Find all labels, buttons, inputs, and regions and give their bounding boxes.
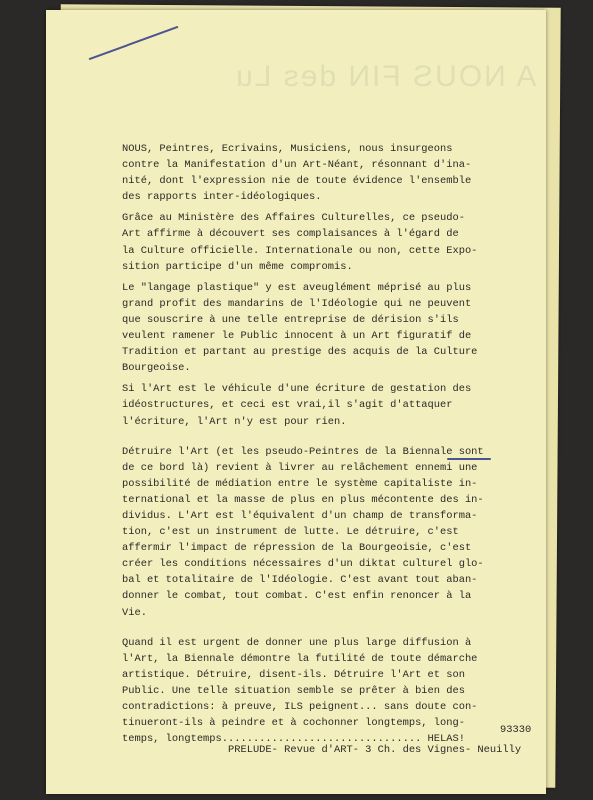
text-line: que souscrire à une telle entreprise de dérision s'ils [122, 313, 459, 326]
text-line: contre la Manifestation d'un Art-Néant, résonnant d'ina- [122, 159, 472, 172]
text-line: de ce bord là) revient à livrer au relâchement ennemi une [122, 461, 478, 474]
text-line: Bourgeoise. [122, 362, 191, 375]
text-line: contradictions: à preuve, ILS peignent... sans doute con- [122, 701, 478, 713]
text-line: nité, dont l'expression nie de toute évidence l'ensemble [122, 175, 472, 188]
paragraph [122, 141, 538, 205]
paragraph [122, 635, 538, 748]
text-line: tion, c'est un instrument de lutte. Le détruire, c'est [122, 526, 459, 539]
text-line: dividus. L'Art est l'équivalent d'un champ de transforma- [122, 509, 478, 522]
text-line: Public. Une telle situation semble se prêter à bien des [122, 684, 465, 697]
text-line: Art affirme à découvert ses complaisances à l'égard de [122, 228, 459, 241]
text-line: l'Art, la Biennale démontre la futilité de toute démarche [122, 652, 478, 665]
text-line: tinueront-ils à peindre et à cochonner longtemps, long- [122, 717, 465, 730]
text-line: Quand il est urgent de donner une plus large diffusion à [122, 636, 472, 649]
show-through-lettering: A NOUS FIN des Lu [233, 60, 536, 93]
text-line: Grâce au Ministère des Affaires Culturelles, ce pseudo- [122, 212, 465, 225]
manifesto-text [122, 141, 538, 752]
text-line: Vie. [122, 606, 147, 619]
text-line: veulent ramener le Public innocent à un Art figuratif de [122, 330, 472, 343]
ink-pen-stroke [89, 26, 179, 60]
text-line: Le "langage plastique" y est aveuglément méprisé au plus [122, 281, 472, 294]
text-line: Si l'Art est le véhicule d'une écriture de gestation des [122, 383, 472, 396]
tract-page [46, 10, 546, 794]
text-line: NOUS, Peintres, Ecrivains, Musiciens, nous insurgeons [122, 143, 453, 155]
publisher-footer: PRELUDE- Revue d'ART- 3 Ch. des Vignes- Neuilly [228, 744, 522, 756]
text-line: la Culture officielle. Internationale ou non, cette Expo- [122, 244, 478, 257]
text-line: possibilité de médiation entre le système capitaliste in- [122, 477, 478, 490]
text-line: grand profit des mandarins de l'Idéologie qui ne peuvent [122, 297, 472, 310]
paragraph [122, 381, 538, 429]
paragraph [122, 210, 538, 274]
paragraph [122, 280, 538, 377]
text-line: bal et totalitaire de l'Idéologie. C'est avant tout aban- [122, 574, 478, 587]
text-line: des rapports inter-idéologiques. [122, 191, 322, 204]
text-line: Détruire l'Art (et les pseudo-Peintres de la Biennale sont [122, 445, 484, 458]
text-line: artistique. Détruire, disent-ils. Détruire l'Art et son [122, 668, 465, 681]
text-line: l'écriture, l'Art n'y est pour rien. [122, 415, 347, 428]
text-line: affermir l'impact de répression de la Bourgeoisie, c'est [122, 542, 472, 555]
text-line: Tradition et partant au prestige des acquis de la Culture [122, 346, 478, 359]
paragraph [122, 444, 538, 621]
text-line: créer les conditions nécessaires d'un diktat culturel glo- [122, 558, 484, 571]
text-line: donner le combat, tout combat. C'est enfin renoncer à la [122, 590, 472, 603]
archive-number: 93330 [500, 724, 532, 736]
text-line: ternational et la masse de plus en plus mécontente des in- [122, 493, 484, 506]
text-line: idéostructures, et ceci est vrai,il s'agit d'attaquer [122, 399, 453, 412]
text-line: temps, longtemps................................ HELAS! [122, 733, 465, 746]
text-line: sition participe d'un même compromis. [122, 260, 353, 273]
